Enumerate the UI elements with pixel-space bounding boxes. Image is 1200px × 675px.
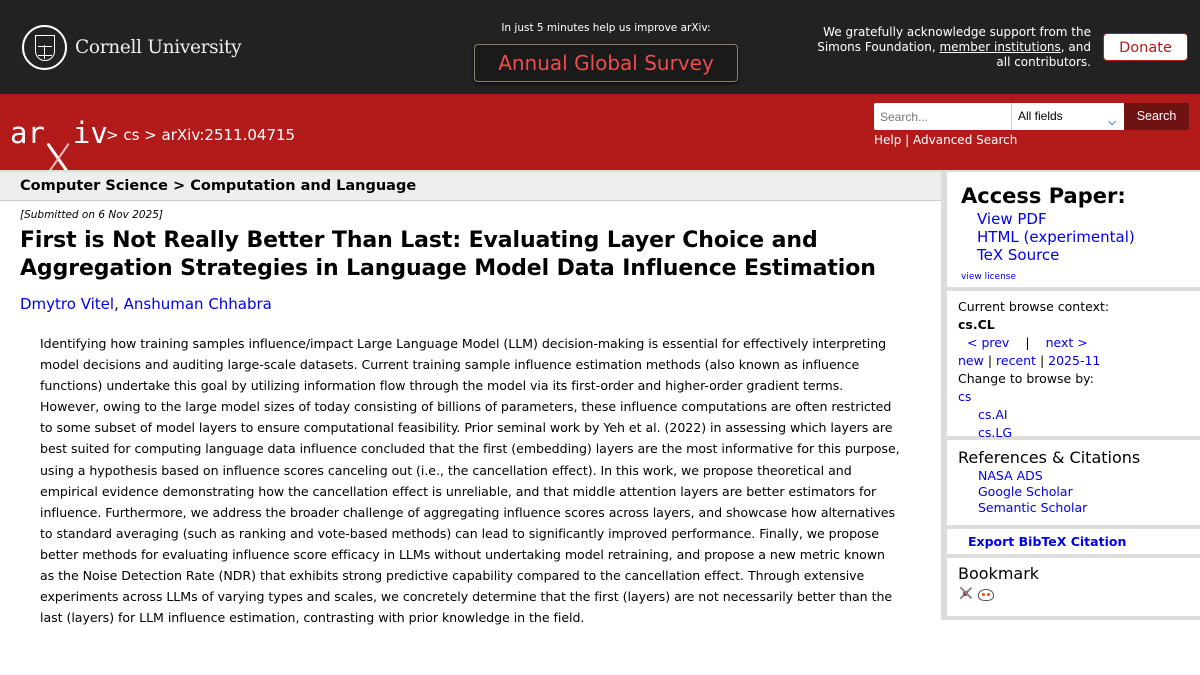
author-link[interactable]: Dmytro Vitel: [20, 295, 115, 313]
bookmark-title: Bookmark: [958, 564, 1040, 583]
member-institutions-link[interactable]: member institutions: [939, 40, 1061, 54]
access-links: [977, 210, 1200, 264]
bibsonomy-icon[interactable]: [958, 585, 974, 601]
next-link[interactable]: next >: [1045, 335, 1088, 350]
references-box: [947, 440, 1200, 525]
donate-button[interactable]: Donate: [1103, 33, 1188, 61]
search-field-value: All fields: [1018, 109, 1063, 123]
sep: |: [983, 353, 997, 368]
submission-date: [Submitted on 6 Nov 2025]: [20, 209, 164, 221]
paper-title: First is Not Really Better Than Last: Evaluating Layer Choice and Aggregation Strategies in Language Model Data Influence Estimation: [20, 228, 876, 281]
arxiv-logo-link[interactable]: [10, 116, 108, 152]
help-sep: |: [901, 133, 914, 147]
arxiv-header: [0, 94, 1200, 170]
main-content: [0, 170, 941, 675]
change-browse-label: Change to browse by:: [958, 371, 1094, 386]
search-form: [874, 103, 1189, 130]
ack-line2-pre: Simons Foundation,: [817, 40, 940, 54]
top-banner: [0, 0, 1200, 94]
new-link[interactable]: new: [958, 353, 984, 368]
browse-cs-ai-link[interactable]: cs.AI: [978, 407, 1008, 422]
tex-source-link[interactable]: TeX Source: [977, 246, 1060, 264]
cornell-name: Cornell University: [75, 37, 242, 58]
browse-context-box: [947, 291, 1200, 440]
breadcrumb-cs-link[interactable]: cs: [123, 126, 140, 144]
search-field-select[interactable]: [1011, 103, 1124, 130]
author-link[interactable]: Anshuman Chhabra: [123, 295, 272, 313]
annual-survey-button[interactable]: Annual Global Survey: [474, 44, 738, 82]
prev-next: [967, 334, 1200, 352]
breadcrumb-sep: >: [139, 126, 162, 144]
search-input[interactable]: [874, 103, 1011, 130]
view-license-link[interactable]: view license: [961, 272, 1017, 282]
current-context: cs.CL: [958, 317, 995, 332]
export-bibtex-link[interactable]: Export BibTeX Citation: [968, 534, 1127, 549]
context-label: Current browse context:: [958, 299, 1110, 314]
cornell-logo-link[interactable]: [22, 25, 241, 70]
chevron-down-icon: ⌵: [1108, 117, 1116, 128]
breadcrumb-paper-id: arXiv:2511.04715: [161, 126, 296, 144]
google-scholar-link[interactable]: Google Scholar: [978, 484, 1073, 499]
search-button[interactable]: Search: [1124, 103, 1189, 130]
bookmark-icons: [958, 585, 1200, 601]
cornell-seal-icon: [22, 25, 67, 70]
browse-cs-lg-link[interactable]: cs.LG: [978, 425, 1013, 440]
survey-caption: In just 5 minutes help us improve arXiv:: [501, 22, 711, 34]
month-link[interactable]: 2025-11: [1048, 353, 1101, 368]
author-sep: ,: [114, 295, 124, 313]
browse-cs-link[interactable]: cs: [958, 389, 972, 404]
references-title: References & Citations: [958, 448, 1141, 467]
breadcrumb: [106, 126, 295, 144]
recent-link[interactable]: recent: [996, 353, 1036, 368]
reference-links: [978, 468, 1200, 516]
access-paper-box: [947, 172, 1200, 287]
logo-iv: iv: [72, 116, 108, 150]
authors: [20, 295, 941, 313]
sep: |: [1035, 353, 1049, 368]
ack-line2-post: , and: [1060, 40, 1091, 54]
acknowledgement: [791, 25, 1091, 70]
logo-ar: ar: [10, 116, 45, 150]
nasa-ads-link[interactable]: NASA ADS: [978, 468, 1043, 483]
reddit-icon[interactable]: [978, 589, 994, 601]
ack-line1: We gratefully acknowledge support from the: [823, 25, 1091, 39]
survey-block: [474, 22, 738, 82]
breadcrumb-sep: >: [106, 126, 124, 144]
bookmark-box: [947, 558, 1200, 616]
prev-link[interactable]: < prev: [967, 335, 1010, 350]
view-pdf-link[interactable]: View PDF: [977, 210, 1047, 228]
pipe: |: [1025, 335, 1030, 350]
help-link[interactable]: Help: [874, 133, 902, 147]
listing-links: [958, 352, 1200, 370]
bibtex-box: [947, 529, 1200, 554]
access-paper-title: Access Paper:: [961, 184, 1126, 208]
advanced-search-link[interactable]: Advanced Search: [913, 133, 1018, 147]
html-experimental-link[interactable]: HTML (experimental): [977, 228, 1135, 246]
subject-heading: Computer Science > Computation and Language: [0, 170, 941, 201]
semantic-scholar-link[interactable]: Semantic Scholar: [978, 500, 1088, 515]
sidebar: [941, 170, 1200, 620]
help-links: [874, 133, 1017, 147]
abstract: Identifying how training samples influence/impact Large Language Model (LLM) decision-making is essential for effectively interpreting model decisions and auditing large-scale datasets. Current training sample influence estimation methods (also known as influence functions) undertake this goal by utilizing information flow through the model via its first-order and higher-order gradient terms. However, owing to the large model sizes of today consisting of billions of parameters, these influence computations are often restricted to some subset of model layers to ensure computational feasibility. Prior seminal work by Yeh et al. (2022) in assessing which layers are best suited for computing language data influence concluded that the first (embedding) layers are the most informative for this purpose, using a hypothesis based on influence scores canceling out (i.e., the cancellation effect). In this work, we propose theoretical and empirical evidence demonstrating how the cancellation effect is unreliable, and that middle attention layers are better estimators for influence. Furthermore, we address the broader challenge of aggregating influence scores across layers, and showcase how alternatives to standard averaging (such as ranking and vote-based methods) can lead to significantly improved performance. Finally, we propose better methods for evaluating influence score efficacy in LLMs without undertaking model retraining, and propose a new metric known as the Noise Detection Rate (NDR) that exhibits strong predictive capability compared to the cancellation effect. Through extensive experiments across LLMs of varying types and scales, we concretely determine that the first (layers) are not necessarily better than the last (layers) for LLM influence estimation, contrasting with prior knowledge in the field.: [40, 336, 900, 626]
ack-line3: all contributors.: [996, 55, 1091, 69]
